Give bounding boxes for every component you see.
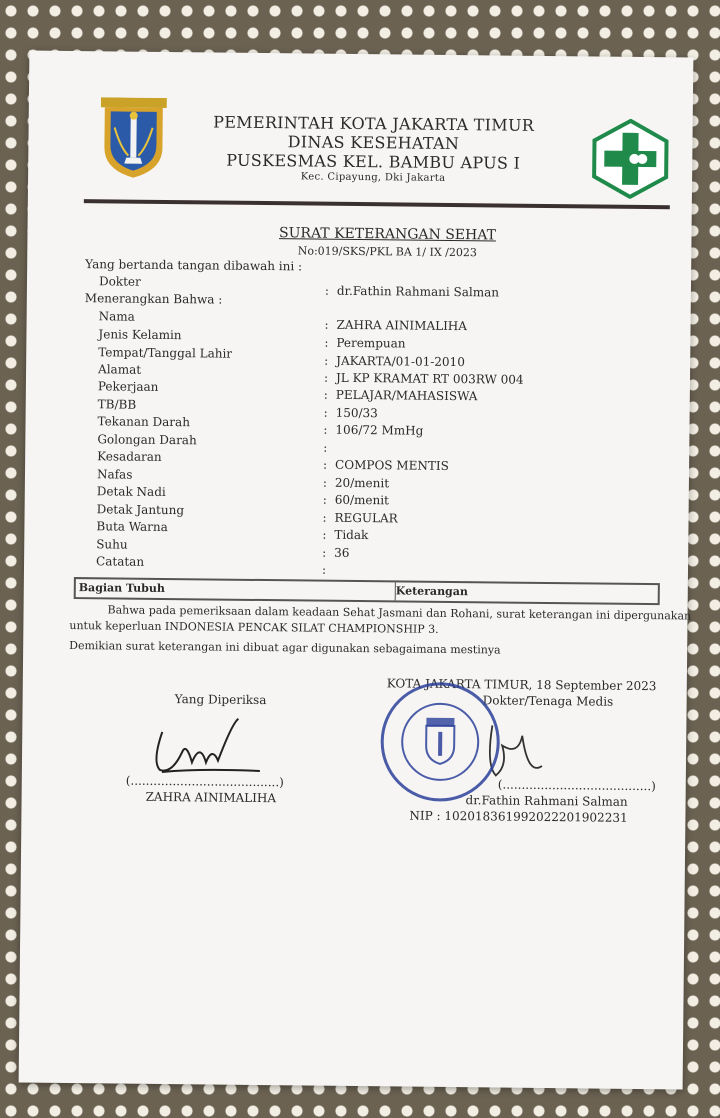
field-colon: :	[323, 370, 329, 385]
field-colon: :	[322, 475, 328, 490]
doctor-value: dr.Fathin Rahmani Salman	[336, 283, 500, 300]
field-label: Detak Nadi	[96, 484, 166, 500]
place-date: KOTA JAKARTA TIMUR, 18 September 2023	[386, 676, 657, 694]
field-colon: :	[323, 440, 328, 455]
document-title: SURAT KETERANGAN SEHAT	[278, 225, 497, 244]
field-colon: :	[322, 545, 327, 560]
field-colon: :	[323, 457, 328, 472]
field-value: PELAJAR/MAHASISWA	[335, 387, 478, 404]
field-value: ZAHRA AINIMALIHA	[336, 317, 468, 334]
letterhead-address: Kec. Cipayung, Dki Jakarta	[300, 171, 446, 184]
letterhead-line3: PUSKESMAS KEL. BAMBU APUS I	[226, 150, 521, 173]
document-number: No:019/SKS/PKL BA 1/ IX /2023	[297, 244, 477, 260]
field-label: Tekanan Darah	[97, 414, 191, 430]
field-value: 150/33	[335, 405, 378, 421]
field-value: REGULAR	[334, 510, 398, 526]
doctor-dots: (.......................................)	[497, 777, 656, 794]
examinee-name: ZAHRA AINIMALIHA	[145, 789, 277, 806]
field-colon: :	[323, 387, 328, 402]
field-label: Golongan Darah	[97, 432, 197, 448]
field-colon: :	[321, 562, 327, 577]
field-value: 36	[334, 545, 350, 560]
field-label: Kesadaran	[97, 449, 162, 464]
field-colon: :	[323, 405, 328, 420]
field-value: JL KP KRAMAT RT 003RW 004	[335, 370, 524, 387]
table-header-bagian: Bagian Tubuh	[76, 579, 396, 600]
examinee-dots: (.......................................)	[125, 773, 284, 790]
field-colon: :	[324, 353, 329, 368]
statement-line2: untuk keperluan INDONESIA PENCAK SILAT CHAMPIONSHIP 3.	[69, 619, 439, 636]
field-value: JAKARTA/01-01-2010	[336, 353, 465, 370]
doctor-nip: NIP : 102018361992022201902231	[409, 808, 628, 825]
jakarta-emblem-logo	[100, 97, 167, 180]
field-value: COMPOS MENTIS	[335, 457, 449, 473]
field-colon: :	[322, 510, 327, 525]
header-divider	[84, 199, 670, 209]
doctor-colon: :	[324, 283, 330, 298]
field-colon: :	[324, 335, 329, 350]
examinee-signature	[142, 712, 263, 783]
letterhead-line1: PEMERINTAH KOTA JAKARTA TIMUR	[213, 112, 535, 135]
field-value: Perempuan	[336, 335, 406, 351]
doctor-name: dr.Fathin Rahmani Salman	[465, 793, 628, 809]
field-colon: :	[323, 422, 328, 437]
field-value: 60/menit	[334, 492, 389, 508]
letterhead-line2: DINAS KESEHATAN	[287, 132, 460, 154]
health-certificate-document	[19, 51, 694, 1090]
field-value: 20/menit	[334, 475, 390, 491]
statement-line1: Bahwa pada pemeriksaan dalam keadaan Sehat Jasmani dan Rohani, surat keterangan ini dipergunakan	[107, 603, 692, 623]
field-value: Tidak	[334, 527, 369, 543]
table-header-keterangan: Keterangan	[395, 584, 468, 599]
field-label: TB/BB	[97, 397, 137, 412]
field-colon: :	[322, 527, 327, 542]
field-label: Catatan	[96, 554, 145, 569]
official-stamp	[378, 679, 503, 804]
field-label: Tempat/Tanggal Lahir	[98, 345, 233, 361]
field-colon: :	[324, 317, 329, 332]
doctor-label: Dokter	[98, 274, 141, 289]
menerangkan-text: Menerangkan Bahwa :	[84, 291, 223, 307]
closing-line: Demikian surat keterangan ini dibuat agar digunakan sebagaimana mestinya	[69, 639, 501, 657]
field-label: Pekerjaan	[97, 379, 159, 394]
field-label: Detak Jantung	[96, 502, 185, 518]
health-cross-logo	[590, 118, 671, 199]
body-parts-table	[74, 577, 660, 605]
field-label: Nama	[98, 309, 135, 324]
examinee-heading: Yang Diperiksa	[174, 692, 267, 708]
intro-text: Yang bertanda tangan dibawah ini :	[85, 257, 303, 274]
letterhead	[178, 112, 569, 187]
field-label: Alamat	[98, 362, 142, 377]
field-label: Nafas	[96, 467, 133, 482]
field-colon: :	[322, 492, 327, 507]
field-value: 106/72 MmHg	[335, 422, 424, 438]
doctor-heading: Dokter/Tenaga Medis	[482, 693, 614, 709]
field-label: Jenis Kelamin	[98, 327, 182, 343]
field-label: Suhu	[96, 537, 128, 552]
field-label: Buta Warna	[96, 519, 168, 535]
